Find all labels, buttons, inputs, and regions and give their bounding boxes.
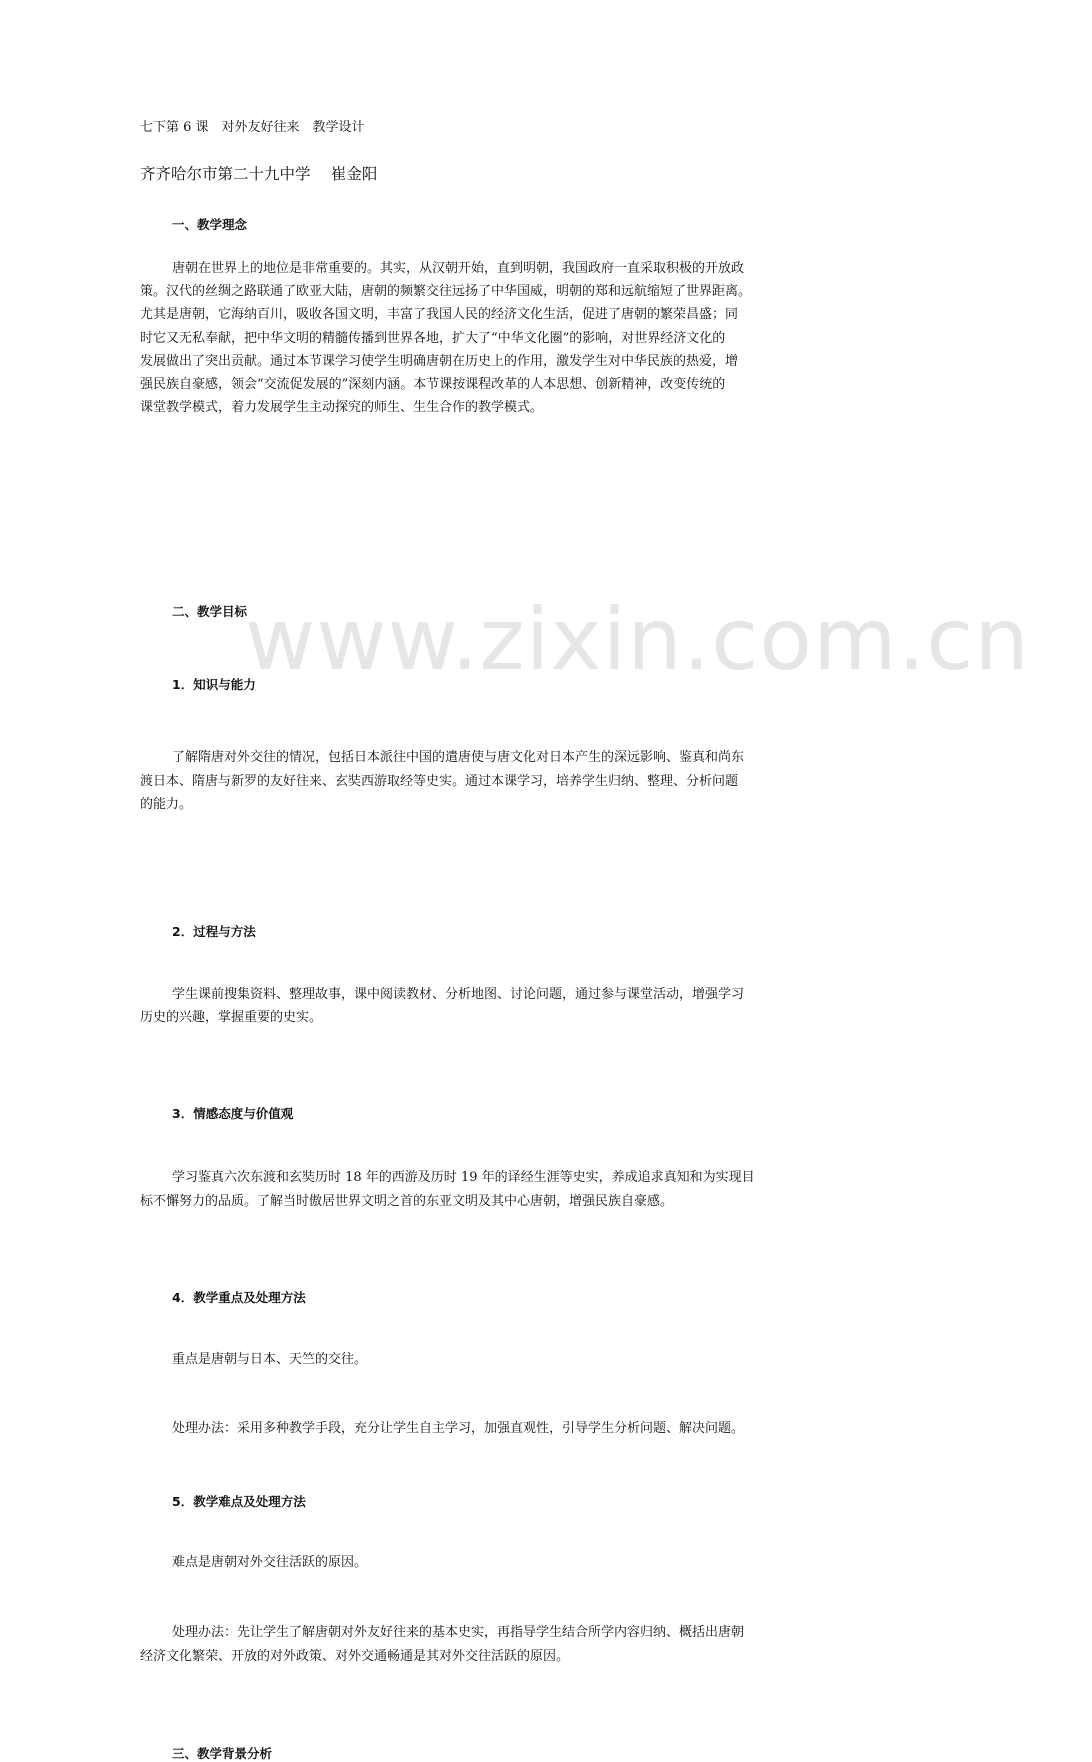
paragraph-line: 标不懈努力的品质。了解当时傲居世界文明之首的东亚文明及其中心唐朝，增强民族自豪感。 — [140, 1193, 674, 1209]
paragraph-teaching-philosophy — [140, 257, 780, 419]
paragraph-line: 的能力。 — [140, 796, 193, 812]
subheading-key-points: 4．教学重点及处理方法 — [172, 1289, 306, 1305]
paragraph-line: 难点是唐朝对外交往活跃的原因。 — [172, 1555, 368, 1571]
paragraph-line: 强民族自豪感，领会“交流促发展的”深刻内涵。本节课按课程改革的人本思想、创新精神，改变传统的 — [140, 377, 726, 393]
section-heading-teaching-goals: 二、教学目标 — [172, 604, 248, 620]
paragraph-line: 处理办法：采用多种教学手段，充分让学生自主学习，加强直观性，引导学生分析问题、解决问题。 — [172, 1421, 745, 1437]
paragraph-line: 策。汉代的丝绸之路联通了欧亚大陆，唐朝的频繁交往远扬了中华国威，明朝的郑和远航缩短了世界距离。 — [140, 284, 752, 300]
subheading-difficult-points: 5．教学难点及处理方法 — [172, 1494, 306, 1510]
subheading-emotion-values: 3．情感态度与价值观 — [172, 1106, 294, 1122]
paragraph-line: 了解隋唐对外交往的情况，包括日本派往中国的遣唐使与唐文化对日本产生的深远影响、鉴真和尚东 — [172, 750, 745, 766]
paragraph-line: 唐朝在世界上的地位是非常重要的。其实，从汉朝开始，直到明朝，我国政府一直采取积极的开放政 — [172, 261, 745, 276]
watermark: www.zixin.com.cn — [245, 590, 1030, 690]
paragraph-line: 渡日本、隋唐与新罗的友好往来、玄奘西游取经等史实。通过本课学习，培养学生归纳、整理、分析问题 — [140, 773, 739, 789]
paragraph-process-method — [140, 983, 780, 1029]
subheading-process-method: 2．过程与方法 — [172, 924, 256, 940]
subheading-knowledge-ability: 1．知识与能力 — [172, 677, 256, 693]
paragraph-line: 时它又无私奉献，把中华文明的精髓传播到世界各地，扩大了“中华文化圈”的影响，对世界经济文化的 — [140, 330, 726, 346]
paragraph-difficult-points-method — [140, 1621, 780, 1667]
author-line: 齐齐哈尔市第二十九中学 崔金阳 — [140, 165, 378, 183]
paragraph-line: 学生课前搜集资料、整理故事，课中阅读教材、分析地图、讨论问题，通过参与课堂活动，增强学习 — [172, 987, 745, 1003]
paragraph-key-points — [140, 1348, 780, 1371]
paragraph-emotion-values — [140, 1166, 780, 1212]
paragraph-line: 重点是唐朝与日本、天竺的交往。 — [172, 1351, 368, 1367]
paragraph-line: 尤其是唐朝，它海纳百川，吸收各国文明，丰富了我国人民的经济文化生活，促进了唐朝的繁荣昌盛；同 — [140, 307, 739, 323]
paragraph-line: 经济文化繁荣、开放的对外政策、对外交通畅通是其对外交往活跃的原因。 — [140, 1648, 570, 1664]
paragraph-line: 历史的兴趣，掌握重要的史实。 — [140, 1010, 323, 1026]
paragraph-knowledge-ability — [140, 746, 780, 816]
paragraph-difficult-points — [140, 1551, 780, 1574]
paragraph-line: 课堂教学模式，着力发展学生主动探究的师生、生生合作的教学模式。 — [140, 400, 544, 416]
paragraph-key-points-method — [140, 1417, 780, 1440]
paragraph-line: 发展做出了突出贡献。通过本节课学习使学生明确唐朝在历史上的作用，激发学生对中华民族的热爱，增 — [140, 353, 739, 369]
paragraph-line: 处理办法：先让学生了解唐朝对外友好往来的基本史实，再指导学生结合所学内容归纳、概括出唐朝 — [172, 1625, 745, 1641]
lesson-title: 七下第 6 课 对外友好往来 教学设计 — [140, 120, 365, 135]
paragraph-line: 学习鉴真六次东渡和玄奘历时 18 年的西游及历时 19 年的译经生涯等史实，养成追求真知和为实现目 — [172, 1170, 755, 1186]
section-heading-background-analysis: 三、教学背景分析 — [172, 1745, 273, 1761]
section-heading-teaching-philosophy: 一、教学理念 — [172, 217, 248, 232]
